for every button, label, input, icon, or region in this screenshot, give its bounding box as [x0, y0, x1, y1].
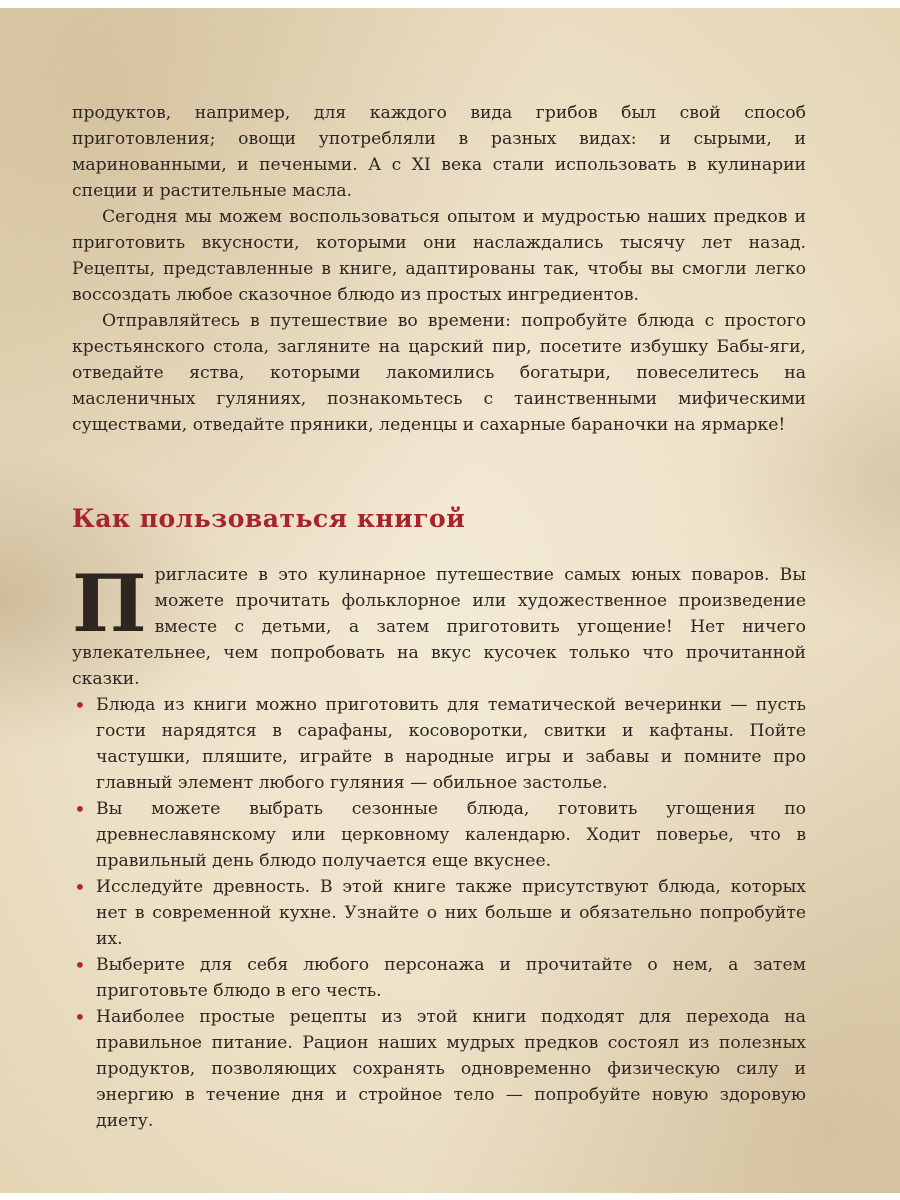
bullet-icon: •	[74, 1005, 86, 1029]
intro-paragraph-1: продуктов, например, для каждого вида грибов был свой способ приготовления; овощи употребляли в разных видах: и сырыми, и маринованными, и печеными. А с XI века стали использовать в кулинарии специи и растительные масла.	[72, 103, 806, 201]
book-page	[0, 8, 900, 1193]
bullet-icon: •	[74, 953, 86, 977]
bullet-icon: •	[74, 875, 86, 899]
list-item-text: Исследуйте древность. В этой книге также присутствуют блюда, которых нет в современной кухне. Узнайте о них больше и обязательно попробуйте их.	[96, 877, 806, 949]
drop-cap-letter: П	[72, 557, 147, 650]
list-item	[72, 874, 806, 952]
bullet-icon: •	[74, 797, 86, 821]
bullet-icon: •	[74, 693, 86, 717]
section-heading: Как пользоваться книгой	[72, 504, 466, 533]
intro-paragraph-3: Отправляйтесь в путешествие во времени: попробуйте блюда с простого крестьянского стола, загляните на царский пир, посетите избушку Бабы-яги, отведайте яства, которыми лакомились богатыри, повеселитесь на масленичных гуляниях, познакомьтесь с таинственными мифическими существами, отведайте пряники, леденцы и сахарные бараночки на ярмарке!	[72, 311, 806, 435]
list-item-text: Наиболее простые рецепты из этой книги подходят для перехода на правильное питание. Рацион наших мудрых предков состоял из полезных продуктов, позволяющих сохранять одновременно физическую силу и энергию в течение дня и стройное тело — попробуйте новую здоровую диету.	[96, 1007, 806, 1131]
section-body	[72, 557, 806, 1134]
list-item	[72, 796, 806, 874]
intro-text	[72, 100, 806, 438]
list-item-text: Вы можете выбрать сезонные блюда, готовить угощения по древнеславянскому или церковному календарю. Ходит поверье, что в правильный день блюдо получается еще вкуснее.	[96, 799, 806, 871]
list-item-text: Выберите для себя любого персонажа и прочитайте о нем, а затем приготовьте блюдо в его честь.	[96, 955, 806, 1001]
lead-paragraph	[72, 557, 806, 692]
intro-paragraph-2: Сегодня мы можем воспользоваться опытом и мудростью наших предков и приготовить вкусности, которыми они наслаждались тысячу лет назад. Рецепты, представленные в книге, адаптированы так, чтобы вы смогли легко воссоздать любое сказочное блюдо из простых ингредиентов.	[72, 207, 806, 305]
lead-paragraph-text: ригласите в это кулинарное путешествие самых юных поваров. Вы можете прочитать фольклорное или художественное произведение вместе с детьми, а затем приготовить угощение! Нет ничего увлекательнее, чем попробовать на вкус кусочек только что прочитанной сказки.	[72, 565, 806, 689]
list-item-text: Блюда из книги можно приготовить для тематической вечеринки — пусть гости нарядятся в сарафаны, косоворотки, свитки и кафтаны. Пойте частушки, пляшите, играйте в народные игры и забавы и помните про главный элемент любого гуляния — обильное застолье.	[96, 695, 806, 793]
list-item	[72, 952, 806, 1004]
list-item	[72, 1004, 806, 1134]
list-item	[72, 692, 806, 796]
tips-list	[72, 692, 806, 1134]
